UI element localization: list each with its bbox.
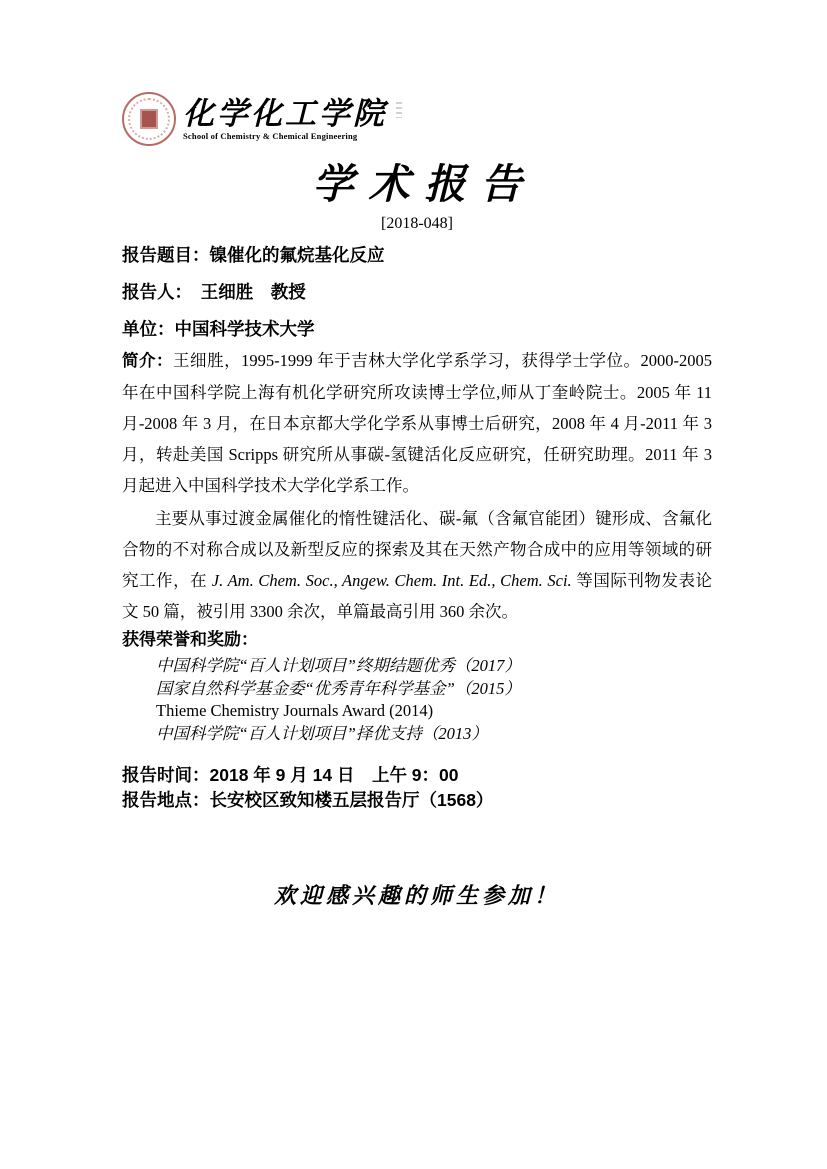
topic-label: 报告题目：	[122, 245, 210, 265]
logo-text	[183, 95, 387, 141]
university-seal-icon	[122, 92, 176, 146]
report-number: [2018-048]	[381, 215, 453, 232]
bio-label: 简介：	[122, 352, 174, 370]
awards-heading: 获得荣誉和奖励：	[122, 630, 258, 649]
school-logo	[122, 0, 712, 146]
time-line	[122, 763, 712, 788]
department-name: 化学化工学院	[183, 95, 387, 131]
page-title: 学术报告	[312, 161, 537, 207]
award-item: 国家自然科学基金委“优秀青年科学基金”（2015）	[156, 678, 521, 698]
department-name-english: School of Chemistry & Chemical Engineering	[183, 130, 358, 141]
bio-paragraph-1	[122, 345, 712, 501]
bio-paragraph-2-text-b: 等国际刊物发表论文 50 篇，被引用 3300 余次，单篇最高引用 360 余次。	[122, 571, 713, 621]
time-value: 2018 年 9 月 14 日 上午 9：00	[209, 765, 459, 785]
speaker-label: 报告人：	[122, 282, 184, 302]
topic-value: 镍催化的氟烷基化反应	[209, 245, 385, 265]
location-label: 报告地点：	[122, 790, 210, 810]
topic-line	[122, 246, 712, 264]
welcome-message: 欢迎感兴趣的师生参加！	[273, 883, 560, 908]
bio-paragraph-1-text: 王细胜，1995-1999 年于吉林大学化学系学习，获得学士学位。2000-2005 年在中国科学院上海有机化学研究所攻读博士学位,师从丁奎岭院士。2005 年 11 月-2008 年 3 月，在日本京都大学化学系从事博士后研究，2008 年 4 月-2011 年 3 月，转赴美国 Scripps 研究所从事碳-氢键活化反应研究，任研究助理。2011 年 3 月起进入中国科学技术大学化学系工作。	[122, 351, 712, 495]
speaker-line	[122, 283, 712, 301]
speaker-value: 王细胜 教授	[183, 282, 306, 302]
location-line	[122, 788, 712, 813]
affiliation-value: 中国科学技术大学	[174, 319, 315, 339]
report-meta	[122, 246, 712, 338]
award-item: 中国科学院“百人计划项目”终期结题优秀（2017）	[156, 656, 521, 675]
awards-list	[122, 655, 712, 745]
time-label: 报告时间：	[122, 765, 210, 785]
affiliation-line	[122, 320, 712, 338]
bio-paragraph-2	[122, 503, 712, 627]
affiliation-label: 单位：	[122, 319, 175, 339]
schedule-block	[122, 763, 712, 813]
award-item: 中国科学院“百人计划项目”择优支持（2013）	[156, 723, 488, 743]
location-value: 长安校区致知楼五层报告厅（1568）	[209, 790, 494, 810]
journal-names-italic: J. Am. Chem. Soc., Angew. Chem. Int. Ed., Chem. Sci.	[211, 571, 572, 590]
bio-paragraph-2-text-a: 主要从事过渡金属催化的惰性键活化、碳-氟（含氟官能团）键形成、含氟化合物的不对称合成以及新型反应的探索及其在天然产物合成中的应用等领域的研究工作，在	[122, 509, 712, 590]
award-item: Thieme Chemistry Journals Award (2014)	[156, 701, 434, 720]
logo-signature-mark	[396, 102, 402, 118]
seal-center-stamp	[140, 109, 158, 129]
